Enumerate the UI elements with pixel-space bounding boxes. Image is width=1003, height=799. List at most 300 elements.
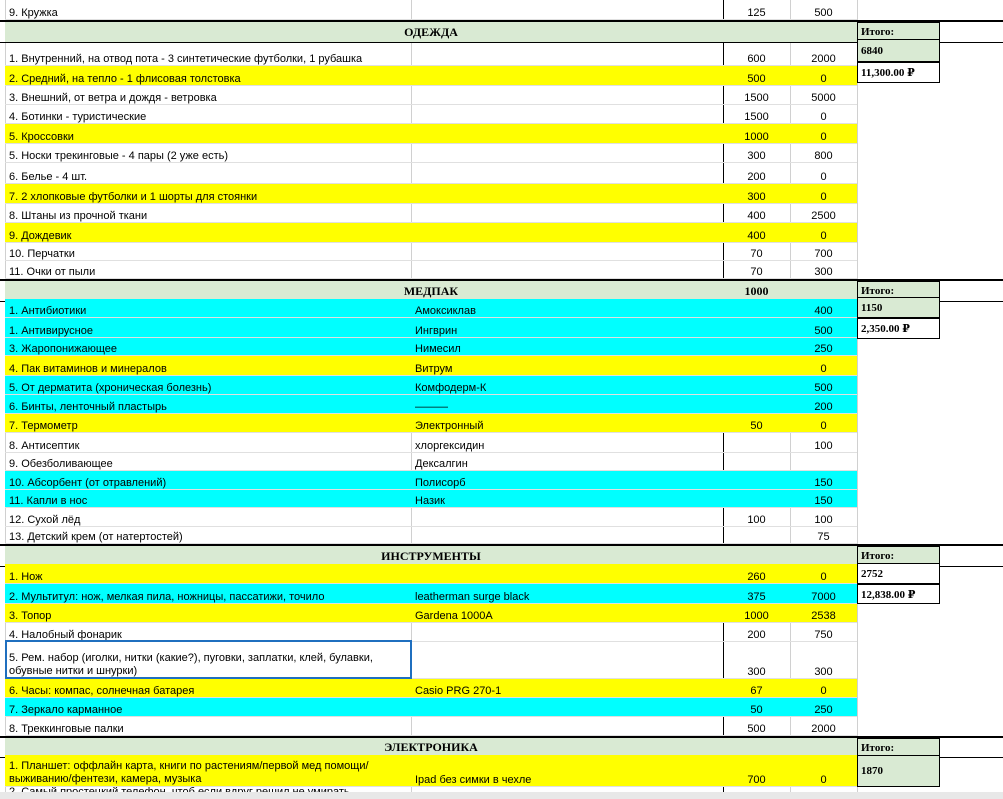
cell-text: 100: [747, 514, 766, 526]
cell-text: 8. Треккинговые палки: [9, 723, 124, 735]
cell-c[interactable]: [723, 204, 790, 223]
cell-b[interactable]: [411, 642, 723, 679]
cell-b[interactable]: [411, 395, 723, 414]
cell-c[interactable]: [723, 755, 790, 787]
cell-text: 400: [747, 210, 766, 222]
cell-c[interactable]: [723, 623, 790, 642]
cell-a[interactable]: [5, 163, 411, 184]
cell-c[interactable]: [723, 642, 790, 679]
cell-d[interactable]: [790, 471, 857, 490]
total-sum-clothes[interactable]: 6840: [857, 39, 940, 62]
section-title: МЕДПАК: [403, 283, 459, 298]
cell-a[interactable]: [5, 453, 411, 471]
cell-text: 1. Планшет: оффлайн карта, книги по растениям/первой мед помощи/выживанию/фентези, камера, музыка: [9, 760, 369, 785]
cell-c[interactable]: [723, 184, 790, 204]
cell-text: 0: [820, 191, 827, 203]
cell-d[interactable]: [790, 679, 857, 698]
cell-text: 10. Перчатки: [9, 248, 75, 260]
table-row[interactable]: [0, 527, 1003, 544]
cell-text: 200: [747, 171, 766, 183]
table-row[interactable]: [0, 338, 1003, 356]
cell-text: 9. Обезболивающее: [9, 458, 113, 470]
cell-b[interactable]: [411, 376, 723, 395]
cell-text: 2. Средний, на тепло - 1 флисовая толстовка: [9, 73, 241, 85]
section-extra-value[interactable]: 1000: [744, 283, 769, 298]
table-row[interactable]: [0, 47, 1003, 66]
cell-text: 600: [747, 53, 766, 65]
cell-d[interactable]: [790, 376, 857, 395]
cell-a[interactable]: [5, 584, 411, 604]
cell-text: 250: [814, 704, 833, 716]
table-row[interactable]: [0, 395, 1003, 414]
cell-b[interactable]: [411, 527, 723, 544]
section-title: ИНСТРУМЕНТЫ: [381, 548, 481, 563]
cell-b[interactable]: [411, 338, 723, 356]
section-extra-value[interactable]: [723, 22, 790, 42]
cell-d[interactable]: [790, 623, 857, 642]
cell-text: 70: [750, 248, 763, 260]
cell-text: 300: [814, 666, 833, 678]
cell-text: 125: [747, 7, 766, 19]
cell-b[interactable]: [411, 223, 723, 243]
cell-c[interactable]: [723, 698, 790, 717]
cell-d[interactable]: [790, 184, 857, 204]
cell-c[interactable]: [723, 490, 790, 508]
cell-d[interactable]: [790, 584, 857, 604]
cell-c[interactable]: [723, 144, 790, 163]
cell-b[interactable]: [411, 584, 723, 604]
table-row[interactable]: [0, 604, 1003, 623]
cell-text: 150: [814, 477, 833, 489]
cell-d[interactable]: [790, 86, 857, 105]
cell-text: 100: [814, 514, 833, 526]
cell-text: Комфодерм-К: [415, 382, 487, 394]
cell-b[interactable]: [411, 261, 723, 279]
cell-text: 0: [820, 685, 827, 697]
cell-c[interactable]: [723, 414, 790, 433]
cell-text: 250: [814, 343, 833, 355]
cell-d[interactable]: [790, 144, 857, 163]
cell-b[interactable]: [411, 471, 723, 490]
cell-text: 5000: [811, 92, 836, 104]
cell-b[interactable]: [411, 356, 723, 376]
cell-b[interactable]: [411, 47, 723, 66]
table-row[interactable]: [0, 163, 1003, 184]
cell-text: Нимесил: [415, 343, 461, 355]
cell-a[interactable]: [5, 318, 411, 338]
cell-a[interactable]: [5, 223, 411, 243]
cell-d[interactable]: [790, 395, 857, 414]
cell-c[interactable]: [723, 376, 790, 395]
cell-text: 0: [820, 230, 827, 242]
cell-text: 0: [820, 73, 827, 85]
cell-a[interactable]: [5, 338, 411, 356]
cell-text: 500: [814, 382, 833, 394]
cell-text: 0: [820, 111, 827, 123]
cell-text: Витрум: [415, 363, 453, 375]
table-row[interactable]: [0, 414, 1003, 433]
cell-a[interactable]: [5, 356, 411, 376]
cell-text: 300: [747, 191, 766, 203]
cell-text: 6. Бинты, ленточный пластырь: [9, 401, 167, 413]
cell-c[interactable]: [723, 564, 790, 584]
cell-c[interactable]: [723, 679, 790, 698]
cell-text: 0: [820, 774, 827, 786]
cell-text: 10. Абсорбент (от отравлений): [9, 477, 167, 489]
cell-a[interactable]: [5, 471, 411, 490]
cell-d[interactable]: [790, 356, 857, 376]
section-header-row[interactable]: [0, 20, 1003, 43]
cell-a[interactable]: [5, 604, 411, 623]
cell-b[interactable]: [411, 86, 723, 105]
section-extra-value[interactable]: [723, 546, 790, 566]
table-row[interactable]: [0, 584, 1003, 604]
cell-c[interactable]: [723, 395, 790, 414]
cell-d[interactable]: [790, 564, 857, 584]
cell-a[interactable]: [5, 66, 411, 86]
cell-text: 1. Внутренний, на отвод пота - 3 синтетические футболки, 1 рубашка: [9, 53, 363, 65]
cell-c[interactable]: [723, 604, 790, 623]
table-row[interactable]: [0, 755, 1003, 787]
cell-d[interactable]: [790, 433, 857, 453]
cell-text: 7. Зеркало карманное: [9, 704, 123, 716]
cell-d[interactable]: [790, 243, 857, 261]
cell-c[interactable]: [723, 471, 790, 490]
cell-text: 3. Жаропонижающее: [9, 343, 118, 355]
table-row[interactable]: [0, 223, 1003, 243]
cell-text: 4. Налобный фонарик: [9, 629, 122, 641]
total-rub-tools[interactable]: 12,838.00 ₽: [857, 584, 940, 604]
cell-text: 800: [814, 150, 833, 162]
active-cell-selection: [5, 640, 412, 679]
table-row[interactable]: [0, 144, 1003, 163]
cell-text: 1. Нож: [9, 571, 43, 583]
cell-c[interactable]: [723, 453, 790, 471]
table-row[interactable]: [0, 508, 1003, 527]
cell-d[interactable]: [790, 414, 857, 433]
cell-text: 200: [747, 629, 766, 641]
cell-text: 200: [814, 401, 833, 413]
cell-d[interactable]: [790, 453, 857, 471]
cell-text: 100: [814, 440, 833, 452]
cell-text: 700: [747, 774, 766, 786]
table-row[interactable]: [0, 124, 1003, 144]
table-row[interactable]: [0, 433, 1003, 453]
cell-b[interactable]: [411, 453, 723, 471]
cell-text: Ингврин: [415, 325, 458, 337]
cell-text: 0: [820, 363, 827, 375]
cell-text: 6. Белье - 4 шт.: [9, 171, 88, 183]
cell-text: 300: [747, 666, 766, 678]
cell-b[interactable]: [411, 717, 723, 736]
cell-b[interactable]: [411, 243, 723, 261]
cell-a[interactable]: [5, 490, 411, 508]
cell-c[interactable]: [723, 243, 790, 261]
cell-a[interactable]: [5, 204, 411, 223]
cell-text: 13. Детский крем (от натертостей): [9, 531, 183, 543]
cell-text: 0: [820, 420, 827, 432]
cell-c[interactable]: [723, 124, 790, 144]
cell-c[interactable]: [723, 318, 790, 338]
table-row[interactable]: [0, 471, 1003, 490]
cell-d[interactable]: [790, 223, 857, 243]
table-row[interactable]: [0, 184, 1003, 204]
table-row[interactable]: [0, 679, 1003, 698]
cell-d[interactable]: [790, 66, 857, 86]
section-title: ОДЕЖДА: [404, 24, 458, 39]
cell-c[interactable]: [723, 163, 790, 184]
cell-a[interactable]: [5, 144, 411, 163]
cell-a[interactable]: [5, 47, 411, 66]
cell-b[interactable]: [411, 490, 723, 508]
cell-c[interactable]: [723, 47, 790, 66]
cell-d[interactable]: [790, 124, 857, 144]
cell-text: 1000: [744, 131, 769, 143]
cell-text: 0: [820, 131, 827, 143]
cell-text: 1. Антибиотики: [9, 305, 87, 317]
cell-text: 500: [747, 723, 766, 735]
cell-b[interactable]: [411, 299, 723, 318]
cell-text: 6. Часы: компас, солнечная батарея: [9, 685, 195, 697]
cell-a[interactable]: [5, 261, 411, 279]
cell-b[interactable]: [411, 564, 723, 584]
cell-text: 9. Дождевик: [9, 230, 72, 242]
cell-b[interactable]: [411, 433, 723, 453]
cell-b[interactable]: [411, 105, 723, 124]
total-label-cell[interactable]: Итого:: [857, 281, 940, 301]
cell-a[interactable]: [5, 755, 411, 787]
cell-d[interactable]: [790, 717, 857, 736]
cell-text: 500: [814, 325, 833, 337]
cell-text: 400: [814, 305, 833, 317]
cell-b[interactable]: [411, 144, 723, 163]
table-row[interactable]: [0, 243, 1003, 261]
cell-text: 1500: [744, 111, 769, 123]
total-sum-med[interactable]: 1150: [857, 297, 940, 318]
table-row[interactable]: [0, 299, 1003, 318]
cell-a[interactable]: [5, 698, 411, 717]
cell-text: 500: [747, 73, 766, 85]
cell-text: 260: [747, 571, 766, 583]
cell-b[interactable]: [411, 604, 723, 623]
cell-a[interactable]: [5, 243, 411, 261]
cell-text: 3. Топор: [9, 610, 52, 622]
cell-d[interactable]: [790, 490, 857, 508]
cell-a[interactable]: [5, 527, 411, 544]
cell-d[interactable]: [790, 755, 857, 787]
cell-text: 2538: [811, 610, 836, 622]
cell-text: Назик: [415, 495, 445, 507]
cell-text: Casio PRG 270-1: [415, 685, 502, 697]
cell-text: 300: [747, 150, 766, 162]
cell-a[interactable]: [5, 86, 411, 105]
cell-text: 3. Внешний, от ветра и дождя - ветровка: [9, 92, 217, 104]
cell-d[interactable]: [790, 604, 857, 623]
cell-text: 2000: [811, 53, 836, 65]
cell-text: 2. Мультитул: нож, мелкая пила, ножницы, пассатижи, точило: [9, 591, 325, 603]
cell-text: 0: [820, 571, 827, 583]
cell-a[interactable]: [5, 508, 411, 527]
cell-b[interactable]: [411, 66, 723, 86]
table-row[interactable]: [0, 356, 1003, 376]
table-row[interactable]: [0, 1, 1003, 20]
cell-b[interactable]: [411, 204, 723, 223]
cell-text: 11. Очки от пыли: [9, 266, 96, 278]
cell-text: 4. Пак витаминов и минералов: [9, 363, 167, 375]
cell-text: 400: [747, 230, 766, 242]
cell-b[interactable]: [411, 623, 723, 642]
cell-text: 5. Рем. набор (иголки, нитки (какие?), пуговки, заплатки, клей, булавки, обувные нитки и шнурки): [9, 652, 373, 677]
cell-c[interactable]: [723, 1, 790, 20]
cell-text: 7. Термометр: [9, 420, 78, 432]
bottom-scroll-area[interactable]: [0, 792, 1003, 799]
cell-c[interactable]: [723, 86, 790, 105]
cell-text: 5. Кроссовки: [9, 131, 74, 143]
cell-text: 75: [817, 531, 830, 543]
cell-a[interactable]: [5, 679, 411, 698]
cell-text: 7. 2 хлопковые футболки и 1 шорты для стоянки: [9, 191, 258, 203]
cell-text: 2000: [811, 723, 836, 735]
cell-a[interactable]: [5, 1, 411, 20]
cell-text: 8. Антисептик: [9, 440, 80, 452]
cell-c[interactable]: [723, 66, 790, 86]
cell-a[interactable]: [5, 124, 411, 144]
cell-text: 700: [814, 248, 833, 260]
cell-text: 11. Капли в нос: [9, 495, 88, 507]
table-row[interactable]: [0, 86, 1003, 105]
cell-text: 500: [814, 7, 833, 19]
cell-b[interactable]: [411, 679, 723, 698]
cell-text: 9. Кружка: [9, 7, 58, 19]
table-row[interactable]: [0, 376, 1003, 395]
cell-text: 0: [820, 171, 827, 183]
cell-d[interactable]: [790, 338, 857, 356]
cell-text: 5. Носки трекинговые - 4 пары (2 уже есть): [9, 150, 229, 162]
cell-d[interactable]: [790, 163, 857, 184]
cell-c[interactable]: [723, 223, 790, 243]
table-row[interactable]: [0, 204, 1003, 223]
cell-b[interactable]: [411, 698, 723, 717]
cell-b[interactable]: [411, 124, 723, 144]
total-label-cell[interactable]: Итого:: [857, 22, 940, 42]
cell-c[interactable]: [723, 717, 790, 736]
cell-text: 1000: [744, 610, 769, 622]
cell-b[interactable]: [411, 184, 723, 204]
table-row[interactable]: [0, 564, 1003, 584]
cell-text: Полисорб: [415, 477, 466, 489]
cell-c[interactable]: [723, 338, 790, 356]
cell-d[interactable]: [790, 47, 857, 66]
cell-c[interactable]: [723, 356, 790, 376]
cell-d[interactable]: [790, 318, 857, 338]
cell-text: 50: [750, 704, 763, 716]
cell-b[interactable]: [411, 755, 723, 787]
total-label-cell[interactable]: Итого:: [857, 738, 940, 757]
cell-a[interactable]: [5, 184, 411, 204]
cell-c[interactable]: [723, 261, 790, 279]
cell-text: 2500: [811, 210, 836, 222]
cell-d[interactable]: [790, 204, 857, 223]
table-row[interactable]: [0, 105, 1003, 124]
cell-text: 70: [750, 266, 763, 278]
cell-a[interactable]: [5, 433, 411, 453]
cell-c[interactable]: [723, 508, 790, 527]
total-sum-tools[interactable]: 2752: [857, 563, 940, 584]
cell-text: хлоргексидин: [415, 440, 485, 452]
cell-a[interactable]: [5, 395, 411, 414]
cell-text: 12. Сухой лёд: [9, 514, 81, 526]
table-row[interactable]: [0, 261, 1003, 279]
cell-a[interactable]: [5, 717, 411, 736]
cell-text: 4. Ботинки - туристические: [9, 111, 147, 123]
cell-d[interactable]: [790, 698, 857, 717]
cell-text: 375: [747, 591, 766, 603]
cell-b[interactable]: [411, 163, 723, 184]
cell-text: Дексалгин: [415, 458, 468, 470]
cell-d[interactable]: [790, 527, 857, 544]
table-row[interactable]: [0, 453, 1003, 471]
cell-text: 300: [814, 266, 833, 278]
cell-a[interactable]: [5, 414, 411, 433]
cell-b[interactable]: [411, 318, 723, 338]
total-label-cell[interactable]: Итого:: [857, 546, 940, 566]
cell-b[interactable]: [411, 1, 723, 20]
cell-b[interactable]: [411, 414, 723, 433]
cell-d[interactable]: [790, 299, 857, 318]
cell-text: 1500: [744, 92, 769, 104]
total-sum-electronics[interactable]: 1870: [857, 755, 940, 787]
cell-text: Gardena 1000A: [415, 610, 493, 622]
cell-b[interactable]: [411, 508, 723, 527]
cell-c[interactable]: [723, 299, 790, 318]
cell-a[interactable]: [5, 376, 411, 395]
cell-c[interactable]: [723, 433, 790, 453]
cell-a[interactable]: [5, 564, 411, 584]
cell-text: 750: [814, 629, 833, 641]
cell-d[interactable]: [790, 1, 857, 20]
cell-d[interactable]: [790, 508, 857, 527]
section-title: ЭЛЕКТРОНИКА: [384, 740, 478, 754]
cell-a[interactable]: [5, 299, 411, 318]
table-row[interactable]: [0, 717, 1003, 736]
total-rub-med[interactable]: 2,350.00 ₽: [857, 318, 940, 339]
cell-c[interactable]: [723, 105, 790, 124]
cell-text: ———: [415, 401, 448, 413]
cell-a[interactable]: [5, 105, 411, 124]
table-row[interactable]: [0, 318, 1003, 338]
cell-c[interactable]: [723, 584, 790, 604]
cell-d[interactable]: [790, 105, 857, 124]
cell-text: 8. Штаны из прочной ткани: [9, 210, 148, 222]
cell-text: Амоксиклав: [415, 305, 476, 317]
cell-text: Ipad без симки в чехле: [415, 774, 532, 786]
cell-text: Электронный: [415, 420, 484, 432]
cell-text: 67: [750, 685, 763, 697]
table-row[interactable]: [0, 490, 1003, 508]
cell-d[interactable]: [790, 261, 857, 279]
cell-c[interactable]: [723, 527, 790, 544]
cell-d[interactable]: [790, 642, 857, 679]
cell-text: 1. Антивирусное: [9, 325, 93, 337]
cell-text: 5. От дерматита (хроническая болезнь): [9, 382, 212, 394]
cell-text: 150: [814, 495, 833, 507]
cell-text: leatherman surge black: [415, 591, 530, 603]
table-row[interactable]: [0, 66, 1003, 86]
cell-text: 7000: [811, 591, 836, 603]
total-rub-clothes[interactable]: 11,300.00 ₽: [857, 62, 940, 83]
table-row[interactable]: [0, 698, 1003, 717]
cell-text: 50: [750, 420, 763, 432]
